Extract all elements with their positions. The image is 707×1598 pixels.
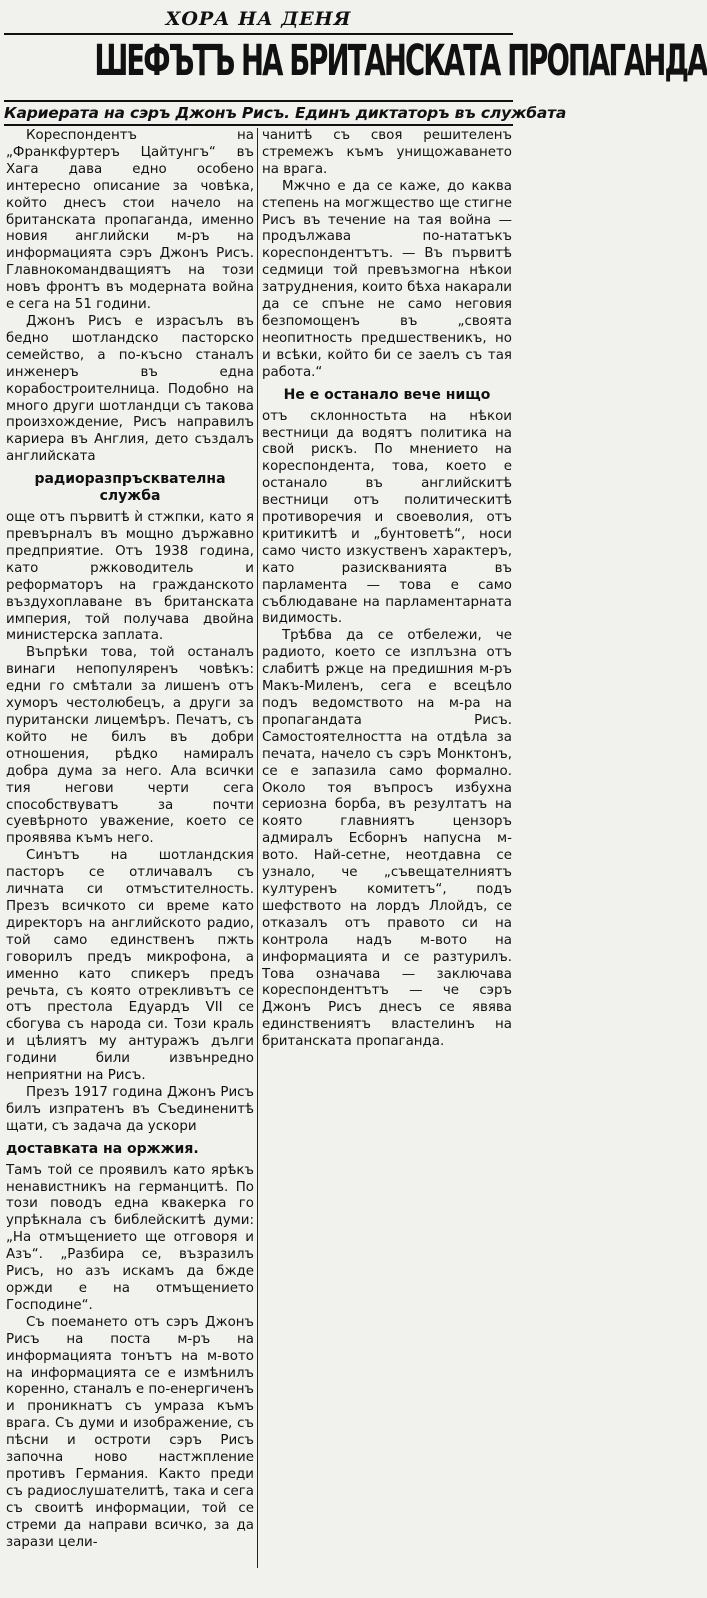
article-paragraph: отъ склонностьта на нѣкои вестници да водятъ политика на свой рискъ. По мнението на кореспондента, това, което е останало въ английскитѣ вестници отъ политическитѣ противоречия и своеволия, отъ критикитѣ и „бунтоветѣ“, носи само чисто изкуственъ характеръ, като разискванията въ парламента — това е само съблюдаване на парламентарната видимость.: [262, 408, 512, 627]
section-label: ХОРА НА ДЕНЯ: [165, 8, 352, 30]
left-column: [6, 128, 254, 1552]
headline: ШЕФЪТЪ НА БРИТАНСКАТА ПРОПАГАНДА: [94, 36, 707, 86]
subhead-rule: [4, 124, 513, 126]
article-paragraph: Синътъ на шотландския пасторъ се отличавалъ съ личната си отмъстителность. Презъ всичкото си време като директоръ на английското радио, той само единственъ пжть говорилъ предъ микрофона, а именно като спикеръ предъ речьта, съ която отрекливътъ се отъ престола Едуардъ VII се сбогува съ народа си. Този краль и цѣлиятъ му антуражъ дълги години били извънредно неприятни на Рисъ.: [6, 848, 254, 1084]
article-paragraph: Кореспондентъ на „Франкфуртеръ Цайтунгъ“ въ Хага дава едно особено интересно описание за човѣка, който днесъ стои начело на британската пропаганда, именно новия английски м-ръ на информацията сэръ Джонъ Рисъ. Главнокомандващиятъ на този новъ фронтъ въ модерната война е сега на 51 години.: [6, 128, 254, 313]
article-paragraph: Трѣбва да се отбележи, че радиото, което се изплъзна отъ слабитѣ ржце на предишния м-ръ Макъ-Миленъ, сега е всецѣло подъ ведомството на м-ра на пропагандата Рисъ. Самостоятелността на отдѣла за печата, начело съ сэръ Монктонъ, се е запазила само формално. Около тоя въпросъ избухна сериозна борба, въ резултатъ на която главниятъ цензоръ адмиралъ Есборнъ напусна м-вото. Най-сетне, неотдавна се узнало, че „съвещателниятъ културенъ комитетъ“, подъ шефството на лордъ Ллойдъ, се отказалъ отъ правото си на контрола надъ м-вото на информацията и се разтурилъ. Това означава — заключава кореспондентътъ — че сэръ Джонъ Рисъ днесъ се явява единствениятъ властелинъ на британската пропаганда.: [262, 628, 512, 1050]
subheadline: Кариерата на сэръ Джонъ Рисъ. Единъ диктаторъ въ службата: [4, 104, 567, 122]
article-paragraph: Въпрѣки това, той останалъ винаги непопуляренъ човѣкъ: едни го смѣтали за лишенъ отъ хуморъ честолюбецъ, а други за пуритански лицемѣръ. Печатъ, съ който не билъ въ добри отношения, рѣдко намиралъ добра дума за него. Ала всички тия негови черти сега способствуватъ за почти суевѣрното уважение, което се проявява къмъ него.: [6, 645, 254, 847]
top-rule: [4, 33, 513, 35]
subheading: радиоразпръсквателна служба: [34, 471, 226, 505]
right-column: [262, 128, 512, 1051]
article-paragraph: Джонъ Рисъ е израсълъ въ бедно шотландско пасторско семейство, а по-късно станалъ инженеръ въ една корабостроителница. Подобно на много други шотландци съ такова произхождение, Рисъ направилъ кариера въ Англия, дето създалъ английската: [6, 313, 254, 465]
article-paragraph: Съ поемането отъ сэръ Джонъ Рисъ на поста м-ръ на информацията тонътъ на м-вото на информацията се е измѣнилъ коренно, станалъ е по-енергиченъ и проникнатъ съ умраза къмъ врага. Съ думи и изображение, съ пѣсни и остроти сэръ Рисъ започна ново настжпление противъ Германия. Както преди съ радиослушателитѣ, така и сега съ своитѣ информации, той се стреми да направи всичко, за да зарази цели-: [6, 1314, 254, 1550]
article-paragraph: Презъ 1917 година Джонъ Рисъ билъ изпратенъ въ Съединенитѣ щати, съ задача да ускори: [6, 1084, 254, 1134]
headline-rule: [4, 100, 513, 102]
article-paragraph: Мжчно е да се каже, до каква степень на могжщество ще стигне Рисъ въ течение на тая война — продължава по-нататъкъ кореспондентътъ. — Въ първитѣ седмици той превъзмогна нѣкои затруднения, които бѣха накарали да се спъне не само неговия безпомощенъ въ „своята неопитность предшественикъ, но и всѣки, който би се заелъ съ тая работа.“: [262, 178, 512, 380]
column-divider: [257, 128, 258, 1568]
article-paragraph: още отъ първитѣ ѝ стжпки, като я превърналъ въ мощно държавно предприятие. Отъ 1938 година, като ржководитель и реформаторъ на гражданското въздухоплаване въ британската империя, той получава двойна министерска заплата.: [6, 510, 254, 644]
article-paragraph: Тамъ той се проявилъ като ярѣкъ ненавистникъ на германцитѣ. По този поводъ една квакерка го упрѣкнала съ библейскитѣ думи: „На отмъщението ще отговоря и Азъ“. „Разбира се, възразилъ Рисъ, но азъ искамъ да бжде оржди е на отмъщението Господине“.: [6, 1162, 254, 1313]
subheading: Не е останало вече нищо: [283, 386, 491, 403]
subheading: доставката на оржжия.: [6, 1140, 199, 1157]
article-paragraph: чанитѣ съ своя решителенъ стремежъ къмъ унищожаването на врага.: [262, 128, 512, 177]
